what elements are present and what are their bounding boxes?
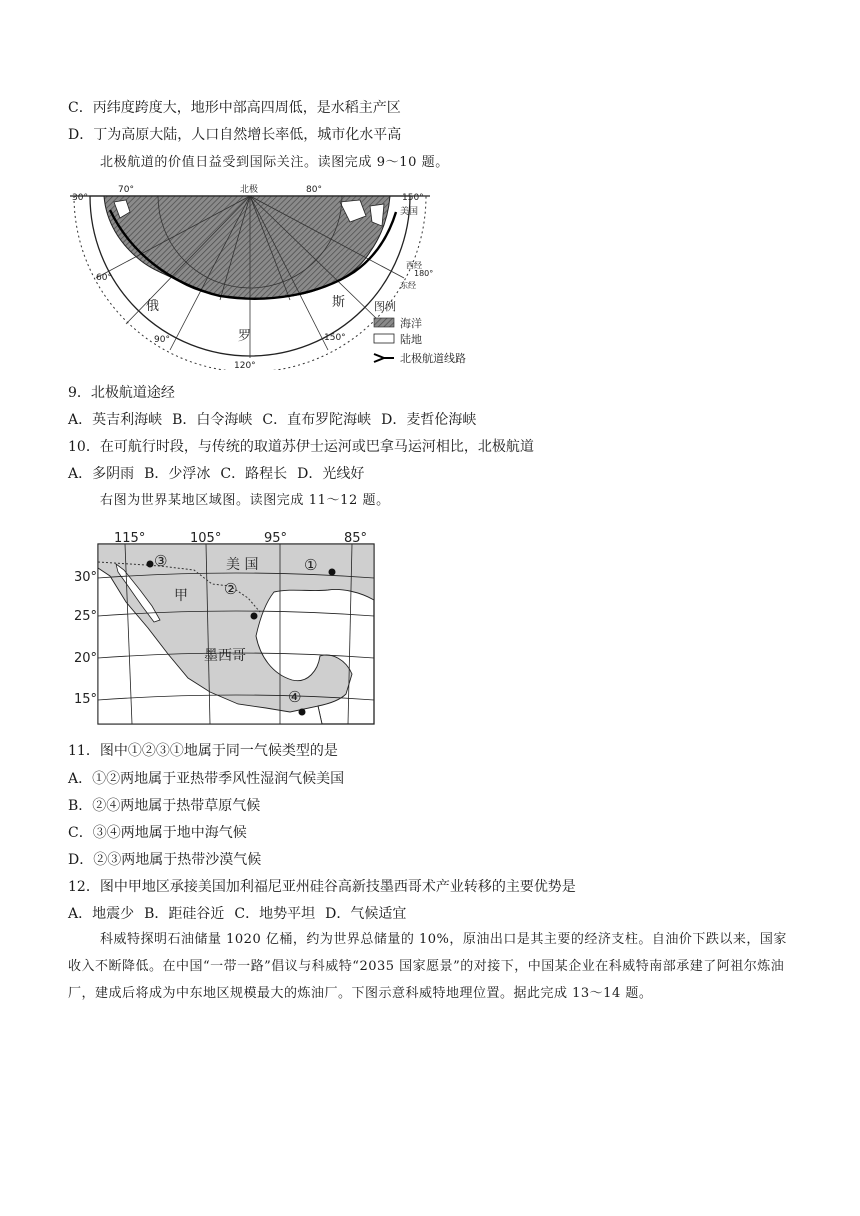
q12-option-a: A．地震少 bbox=[68, 906, 135, 922]
q12-option-c: C．地势平坦 bbox=[234, 906, 316, 922]
point-3-dot bbox=[147, 561, 154, 568]
q12-option-b: B．距硅谷近 bbox=[144, 906, 225, 922]
q10-options bbox=[68, 464, 374, 484]
label-lat30: 30° bbox=[72, 193, 88, 203]
legend-ocean-swatch bbox=[374, 318, 394, 327]
legend-land-swatch bbox=[374, 334, 394, 343]
q12-options bbox=[68, 904, 416, 924]
arctic-route-map bbox=[70, 182, 475, 370]
label-west: 西经 bbox=[406, 261, 422, 270]
label-lon70: 70° bbox=[118, 185, 134, 195]
q9-options bbox=[68, 410, 486, 430]
q9-option-a: A．英吉利海峡 bbox=[68, 412, 163, 428]
q11-option-c: C．③④两地属于地中海气候 bbox=[68, 825, 247, 841]
q11-option-d: D．②③两地属于热带沙漠气候 bbox=[68, 852, 262, 868]
legend-title: 图例 bbox=[374, 300, 396, 313]
label-usa: 美国 bbox=[400, 207, 419, 217]
label-usa: 美 国 bbox=[226, 557, 259, 573]
q10-stem: 10．在可航行时段，与传统的取道苏伊士运河或巴拿马运河相比，北极航道 bbox=[68, 439, 534, 455]
lon-label-115: 115° bbox=[114, 531, 146, 546]
legend-route-symbol bbox=[374, 354, 394, 362]
label-lat60: 60° bbox=[96, 273, 112, 283]
q10-option-c: C．路程长 bbox=[220, 466, 288, 482]
q10-option-b: B．少浮冰 bbox=[144, 466, 211, 482]
point-2-label: ② bbox=[224, 580, 238, 598]
lat-label-30: 30° bbox=[74, 570, 98, 585]
legend-route: 北极航道线路 bbox=[400, 352, 466, 365]
label-east: 东经 bbox=[400, 281, 416, 290]
label-lon180: 180° bbox=[414, 269, 434, 278]
q9-option-c: C．直布罗陀海峡 bbox=[262, 412, 372, 428]
mexico-region-map bbox=[70, 528, 380, 728]
q8-option-c: C．丙纬度跨度大，地形中部高四周低，是水稻主产区 bbox=[68, 100, 401, 116]
label-pole: 北极 bbox=[240, 185, 259, 195]
label-lon120: 120° bbox=[234, 361, 256, 370]
intro-11-12: 右图为世界某地区域图。读图完成 11～12 题。 bbox=[100, 493, 390, 508]
label-mexico: 墨西哥 bbox=[204, 648, 246, 664]
arctic-legend bbox=[374, 299, 466, 365]
q12-option-d: D．气候适宜 bbox=[325, 906, 407, 922]
q11-option-b: B．②④两地属于热带草原气候 bbox=[68, 798, 261, 814]
kuwait-intro-paragraph: 科威特探明石油储量 1020 亿桶，约为世界总储量的 10%，原油出口是其主要的经济支柱。自油价下跌以来，国家收入不断降低。在中国“一带一路”倡议与科威特“2035 国家愿景”的对接下，中国某企业在科威特南部承建了阿祖尔炼油厂，建成后将成为中东地区规模最大的炼油厂。下图示意科威特地理位置。据此完成 13～14 题。 bbox=[68, 932, 787, 1001]
lon-label-85: 85° bbox=[344, 531, 368, 546]
point-4-label: ④ bbox=[288, 688, 302, 706]
label-russia-1: 俄 bbox=[146, 299, 160, 314]
legend-ocean: 海洋 bbox=[400, 317, 422, 330]
point-2-dot bbox=[251, 613, 258, 620]
point-3-label: ③ bbox=[154, 552, 168, 570]
point-1-dot bbox=[329, 569, 336, 576]
label-lon150b: 150° bbox=[324, 333, 346, 343]
lat-label-25: 25° bbox=[74, 609, 98, 624]
lat-label-15: 15° bbox=[74, 692, 98, 707]
point-1-label: ① bbox=[304, 556, 318, 574]
label-russia-3: 斯 bbox=[332, 295, 346, 310]
q11-option-a: A．①②两地属于亚热带季风性湿润气候美国 bbox=[68, 771, 345, 787]
label-russia-2: 罗 bbox=[238, 329, 252, 344]
point-4-dot bbox=[299, 709, 306, 716]
label-lon90: 90° bbox=[154, 335, 170, 345]
q9-option-b: B．白令海峡 bbox=[172, 412, 253, 428]
q11-stem: 11．图中①②③①地属于同一气候类型的是 bbox=[68, 743, 338, 759]
q9-stem: 9．北极航道途经 bbox=[68, 385, 175, 401]
label-lon80: 80° bbox=[306, 185, 322, 195]
q10-option-a: A．多阴雨 bbox=[68, 466, 135, 482]
lat-label-20: 20° bbox=[74, 651, 98, 666]
q12-stem: 12．图中甲地区承接美国加利福尼亚州硅谷高新技墨西哥术产业转移的主要优势是 bbox=[68, 879, 576, 895]
q8-option-d: D．丁为高原大陆，人口自然增长率低，城市化水平高 bbox=[68, 127, 402, 143]
label-lon150: 150° bbox=[402, 193, 424, 203]
legend-land: 陆地 bbox=[400, 333, 422, 346]
lon-label-105: 105° bbox=[190, 531, 222, 546]
q10-option-d: D．光线好 bbox=[297, 466, 365, 482]
intro-9-10: 北极航道的价值日益受到国际关注。读图完成 9～10 题。 bbox=[100, 155, 449, 170]
label-jia: 甲 bbox=[174, 588, 188, 604]
lon-label-95: 95° bbox=[264, 531, 288, 546]
q9-option-d: D．麦哲伦海峡 bbox=[381, 412, 477, 428]
